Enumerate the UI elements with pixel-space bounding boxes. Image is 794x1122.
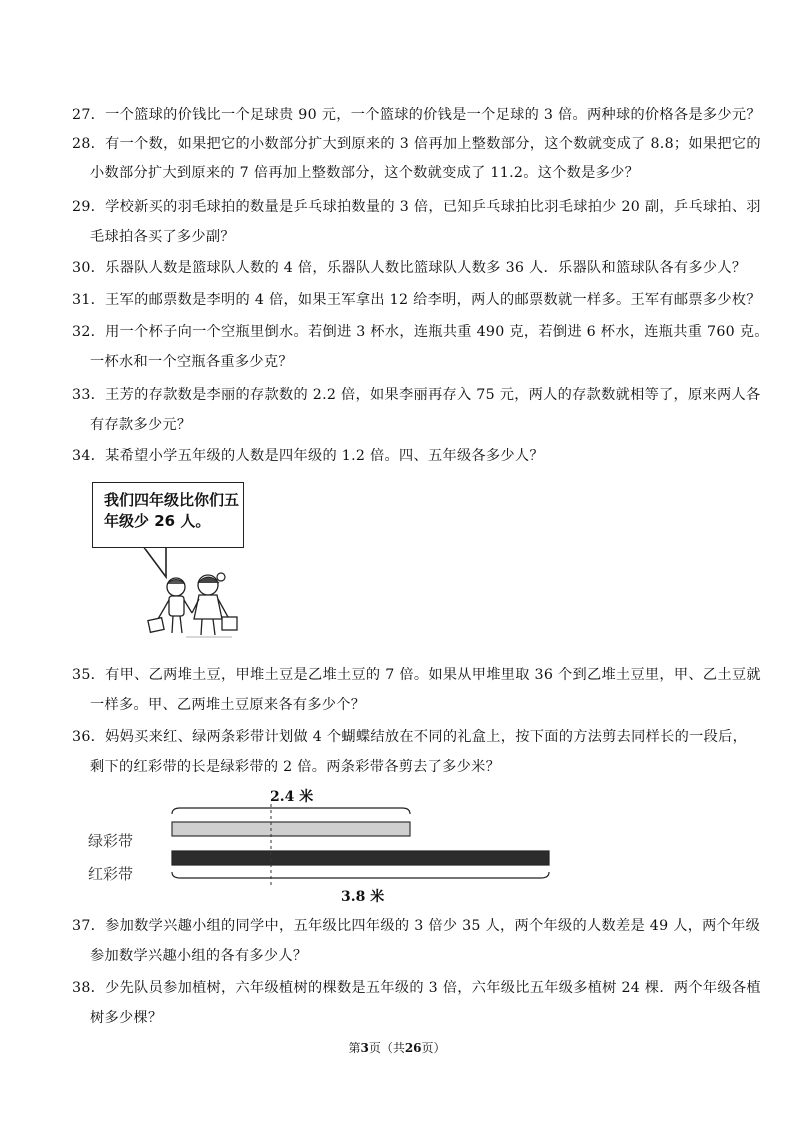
problem-33-line-2: 有存款多少元？ — [90, 417, 192, 433]
children-illustration — [142, 565, 252, 645]
problem-28-line-1: 28．有一个数，如果把它的小数部分扩大到原来的 3 倍再加上整数部分，这个数就变成了 8.8；如果把它的 — [72, 136, 761, 152]
problem-36-line-1: 36．妈妈买来红、绿两条彩带计划做 4 个蝴蝶结放在不同的礼盒上，按下面的方法剪去同样长的一段后， — [72, 729, 748, 745]
problem-29-line-1: 29．学校新买的羽毛球拍的数量是乒乓球拍数量的 3 倍，已知乒乓球拍比羽毛球拍少 20 副，乒乓球拍、羽 — [72, 199, 761, 215]
green-length-label: 2.4 米 — [270, 789, 314, 805]
page-footer — [0, 1039, 794, 1056]
problem-33-line-1: 33．王芳的存款数是李丽的存款数的 2.2 倍，如果李丽再存入 75 元，两人的存款数就相等了，原来两人各 — [72, 387, 761, 403]
footer-page-number: 3 — [360, 1041, 369, 1055]
problem-37-line-2: 参加数学兴趣小组的各有多少人？ — [90, 948, 308, 964]
problem-28-line-2: 小数部分扩大到原来的 7 倍再加上整数部分，这个数就变成了 11.2。这个数是多少？ — [90, 165, 640, 181]
problem-37-line-1: 37．参加数学兴趣小组的同学中，五年级比四年级的 3 倍少 35 人，两个年级的人数差是 49 人，两个年级 — [72, 918, 761, 934]
footer-prefix: 第 — [348, 1041, 361, 1055]
footer-middle: 页（共 — [368, 1041, 405, 1055]
problem-29-line-2: 毛球拍各买了多少副？ — [90, 229, 235, 245]
red-ribbon-label: 红彩带 — [88, 865, 134, 883]
problem-36-line-2: 剩下的红彩带的长是绿彩带的 2 倍。两条彩带各剪去了多少米？ — [90, 759, 501, 775]
problem-34-line-1: 34．某希望小学五年级的人数是四年级的 1.2 倍。四、五年级各多少人？ — [72, 448, 544, 464]
problem-38-line-2: 树多少棵？ — [90, 1010, 163, 1026]
red-ribbon-bar — [172, 851, 549, 865]
green-brace — [172, 808, 410, 814]
problem-38-line-1: 38．少先队员参加植树，六年级植树的棵数是五年级的 3 倍，六年级比五年级多植树 24 棵．两个年级各植 — [72, 980, 761, 996]
red-length-label: 3.8 米 — [341, 889, 385, 905]
green-ribbon-bar — [172, 822, 410, 836]
problem-27-line-1: 27．一个篮球的价钱比一个足球贵 90 元，一个篮球的价钱是一个足球的 3 倍。两种球的价格各是多少元？ — [72, 107, 761, 123]
problem-35-line-1: 35．有甲、乙两堆土豆，甲堆土豆是乙堆土豆的 7 倍。如果从甲堆里取 36 个到乙堆土豆里，甲、乙土豆就 — [72, 667, 761, 683]
problem-31-line-1: 31．王军的邮票数是李明的 4 倍，如果王军拿出 12 给李明，两人的邮票数就一样多。王军有邮票多少枚？ — [72, 292, 761, 308]
problem-30-line-1: 30．乐器队人数是篮球队人数的 4 倍，乐器队人数比篮球队人数多 36 人．乐器队和篮球队各有多少人？ — [72, 260, 747, 276]
red-brace — [172, 872, 549, 878]
problem-32-line-1: 32．用一个杯子向一个空瓶里倒水。若倒进 3 杯水，连瓶共重 490 克，若倒进 6 杯水，连瓶共重 760 克。 — [72, 324, 769, 340]
green-ribbon-label: 绿彩带 — [88, 832, 134, 850]
footer-suffix: 页） — [421, 1041, 446, 1055]
problem-32-line-2: 一杯水和一个空瓶各重多少克？ — [90, 354, 293, 370]
footer-total-pages: 26 — [404, 1041, 422, 1055]
ribbon-diagram — [160, 800, 560, 890]
problem-35-line-2: 一样多。甲、乙两堆土豆原来各有多少个？ — [90, 697, 366, 713]
speech-bubble-text: 我们四年级比你们五年级少 26 人。 — [104, 491, 240, 530]
